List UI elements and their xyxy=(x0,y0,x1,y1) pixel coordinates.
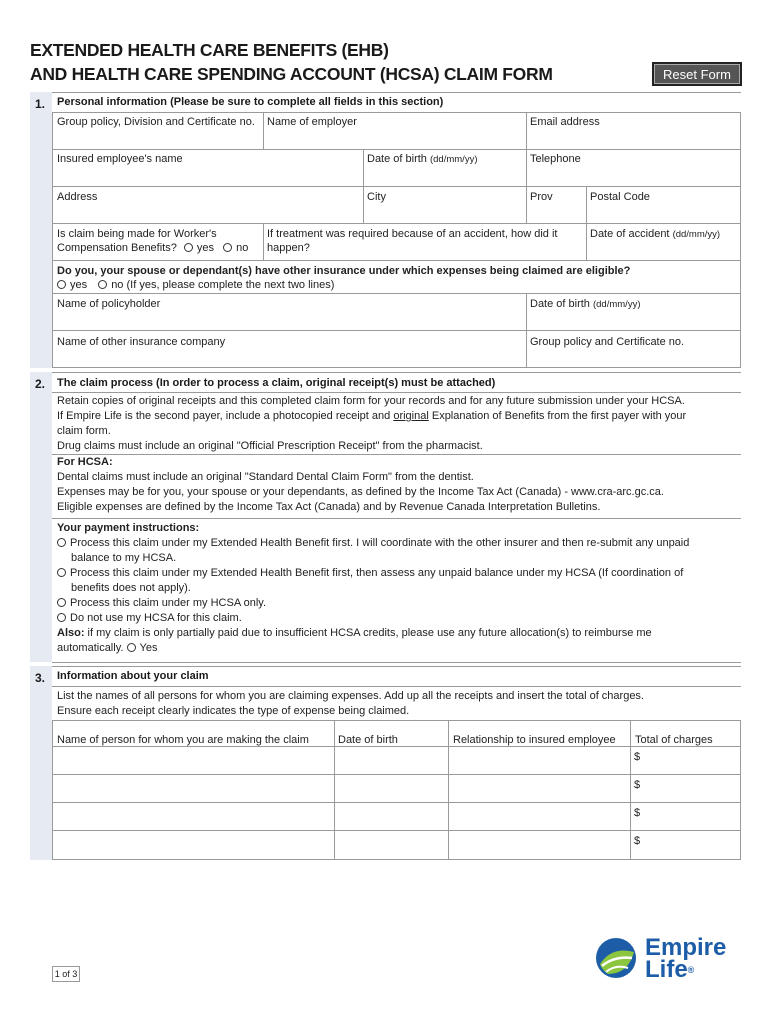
other-insurance-note: (If yes, please complete the next two lines) xyxy=(126,279,335,291)
hcsa-text xyxy=(57,455,664,515)
group-policy-field[interactable]: Group policy, Division and Certificate no. xyxy=(57,116,255,128)
section2-number: 2. xyxy=(30,374,52,394)
claim-process-line2c: Explanation of Benefits from the first payer with your xyxy=(428,410,687,422)
workers-comp-question xyxy=(57,227,248,255)
other-insurance-yes-label: yes xyxy=(70,279,88,291)
accident-date-format: (dd/mm/yy) xyxy=(672,229,721,240)
other-insurance-question: Do you, your spouse or dependant(s) have other insurance under which expenses being claimed are eligible? xyxy=(57,265,631,277)
option1-radio[interactable] xyxy=(57,538,66,547)
accident-question-line2: happen? xyxy=(267,242,310,254)
payment-instructions-heading: Your payment instructions: xyxy=(57,522,200,534)
section3-number: 3. xyxy=(30,668,52,688)
claim-info-text xyxy=(57,689,644,719)
option1-line2: balance to my HCSA. xyxy=(71,552,177,564)
option2-line1: Process this claim under my Extended Health Benefit first, then assess any unpaid balance under my HCSA (If coordination of xyxy=(70,567,684,579)
option4-radio[interactable] xyxy=(57,613,66,622)
also-line1: if my claim is only partially paid due to insufficient HCSA credits, please use any future allocation(s) to reimburse me xyxy=(84,627,652,639)
col-date-of-birth: Date of birth xyxy=(338,734,398,746)
form-title xyxy=(30,38,553,86)
dob-label: Date of birth xyxy=(367,153,427,165)
claim-process-line2a: If Empire Life is the second payer, include a photocopied receipt and xyxy=(57,410,394,422)
workers-comp-line2: Compensation Benefits? xyxy=(57,242,177,254)
option4-label: Do not use my HCSA for this claim. xyxy=(70,612,242,624)
other-insurance-company-field[interactable]: Name of other insurance company xyxy=(57,336,226,348)
section2-heading: The claim process (In order to process a claim, original receipt(s) must be attached) xyxy=(57,377,496,389)
logo-registered-mark: ® xyxy=(687,965,695,975)
other-insurance-no-label: no xyxy=(111,279,124,291)
other-insurance-yes-radio[interactable] xyxy=(57,280,66,289)
city-field[interactable]: City xyxy=(367,191,386,203)
accident-date-field[interactable] xyxy=(590,227,720,242)
section3-sidebar xyxy=(30,666,52,860)
form-title-line1: EXTENDED HEALTH CARE BENEFITS (EHB) xyxy=(30,40,389,60)
claim-process-text xyxy=(57,394,686,454)
hcsa-heading: For HCSA: xyxy=(57,456,113,468)
policyholder-dob-label: Date of birth xyxy=(530,298,590,310)
reset-form-button[interactable]: Reset Form xyxy=(652,62,742,86)
workers-comp-no-label: no xyxy=(236,242,249,254)
accident-question-line1: If treatment was required because of an accident, how did it xyxy=(267,228,558,240)
option3-radio[interactable] xyxy=(57,598,66,607)
col-total-charges: Total of charges xyxy=(635,734,713,746)
workers-comp-line1: Is claim being made for Worker's xyxy=(57,228,217,240)
claim-process-line4: Drug claims must include an original "Official Prescription Receipt" from the pharmacist. xyxy=(57,440,483,452)
group-cert-field[interactable]: Group policy and Certificate no. xyxy=(530,336,685,348)
option3-label: Process this claim under my HCSA only. xyxy=(70,597,267,609)
section3-heading: Information about your claim xyxy=(57,670,209,682)
accident-date-label: Date of accident xyxy=(590,228,670,240)
section1-number: 1. xyxy=(30,94,52,114)
dob-field[interactable] xyxy=(367,152,477,167)
hcsa-line1: Dental claims must include an original "Standard Dental Claim Form" from the dentist. xyxy=(57,471,474,483)
total-row-3[interactable]: $ xyxy=(634,807,641,819)
also-yes-label: Yes xyxy=(139,642,158,654)
also-label: Also: xyxy=(57,627,85,639)
claim-process-line1: Retain copies of original receipts and this completed claim form for your records and for any future submission under your HCSA. xyxy=(57,395,685,407)
option2-radio[interactable] xyxy=(57,568,66,577)
total-row-2[interactable]: $ xyxy=(634,779,641,791)
email-field[interactable]: Email address xyxy=(530,116,600,128)
policyholder-dob-format: (dd/mm/yy) xyxy=(592,299,641,310)
dob-format: (dd/mm/yy) xyxy=(429,154,478,165)
other-insurance-no-radio[interactable] xyxy=(98,280,107,289)
form-title-line2: AND HEALTH CARE SPENDING ACCOUNT (HCSA) CLAIM FORM xyxy=(30,64,553,84)
hcsa-line2: Expenses may be for you, your spouse or your dependants, as defined by the Income Tax Act (Canada) - www.cra-arc.gc.ca. xyxy=(57,486,664,498)
also-line2: automatically. xyxy=(57,642,124,654)
workers-comp-yes-label: yes xyxy=(196,242,215,254)
claim-info-line2: Ensure each receipt clearly indicates the type of expense being claimed. xyxy=(57,705,410,717)
workers-comp-no-radio[interactable] xyxy=(223,243,232,252)
hcsa-line3: Eligible expenses are defined by the Income Tax Act (Canada) and by Revenue Canada Interpretation Bulletins. xyxy=(57,501,601,513)
prov-field[interactable]: Prov xyxy=(530,191,553,203)
section2-sidebar xyxy=(30,372,52,662)
empire-life-logo-icon xyxy=(594,936,638,980)
total-row-4[interactable]: $ xyxy=(634,835,641,847)
telephone-field[interactable]: Telephone xyxy=(530,153,581,165)
logo-text-life xyxy=(645,958,694,982)
option2-line2: benefits does not apply). xyxy=(71,582,191,594)
also-yes-radio[interactable] xyxy=(127,643,136,652)
logo-life-word: Life xyxy=(645,956,688,983)
total-row-1[interactable]: $ xyxy=(634,751,641,763)
page-number: 1 of 3 xyxy=(52,966,80,982)
other-insurance-options xyxy=(57,278,334,292)
policyholder-dob-field[interactable] xyxy=(530,297,640,312)
col-person-name: Name of person for whom you are making the claim xyxy=(57,734,309,746)
section1-sidebar xyxy=(30,92,52,368)
payment-instructions xyxy=(57,521,689,656)
accident-how-field[interactable] xyxy=(267,227,557,255)
policyholder-field[interactable]: Name of policyholder xyxy=(57,298,161,310)
col-relationship: Relationship to insured employee xyxy=(453,734,616,746)
workers-comp-yes-radio[interactable] xyxy=(184,243,193,252)
address-field[interactable]: Address xyxy=(57,191,98,203)
employer-field[interactable]: Name of employer xyxy=(267,116,357,128)
employee-name-field[interactable]: Insured employee's name xyxy=(57,153,183,165)
postal-code-field[interactable]: Postal Code xyxy=(590,191,650,203)
section1-heading: Personal information (Please be sure to complete all fields in this section) xyxy=(57,96,444,108)
claim-process-line3: claim form. xyxy=(57,425,111,437)
original-underlined: original xyxy=(393,410,429,422)
option1-line1: Process this claim under my Extended Health Benefit first. I will coordinate with the other insurer and then re-submit any unpaid xyxy=(70,537,690,549)
claim-info-line1: List the names of all persons for whom you are claiming expenses. Add up all the receipts and insert the total of charges. xyxy=(57,690,644,702)
logo-text-empire: Empire xyxy=(645,934,727,961)
